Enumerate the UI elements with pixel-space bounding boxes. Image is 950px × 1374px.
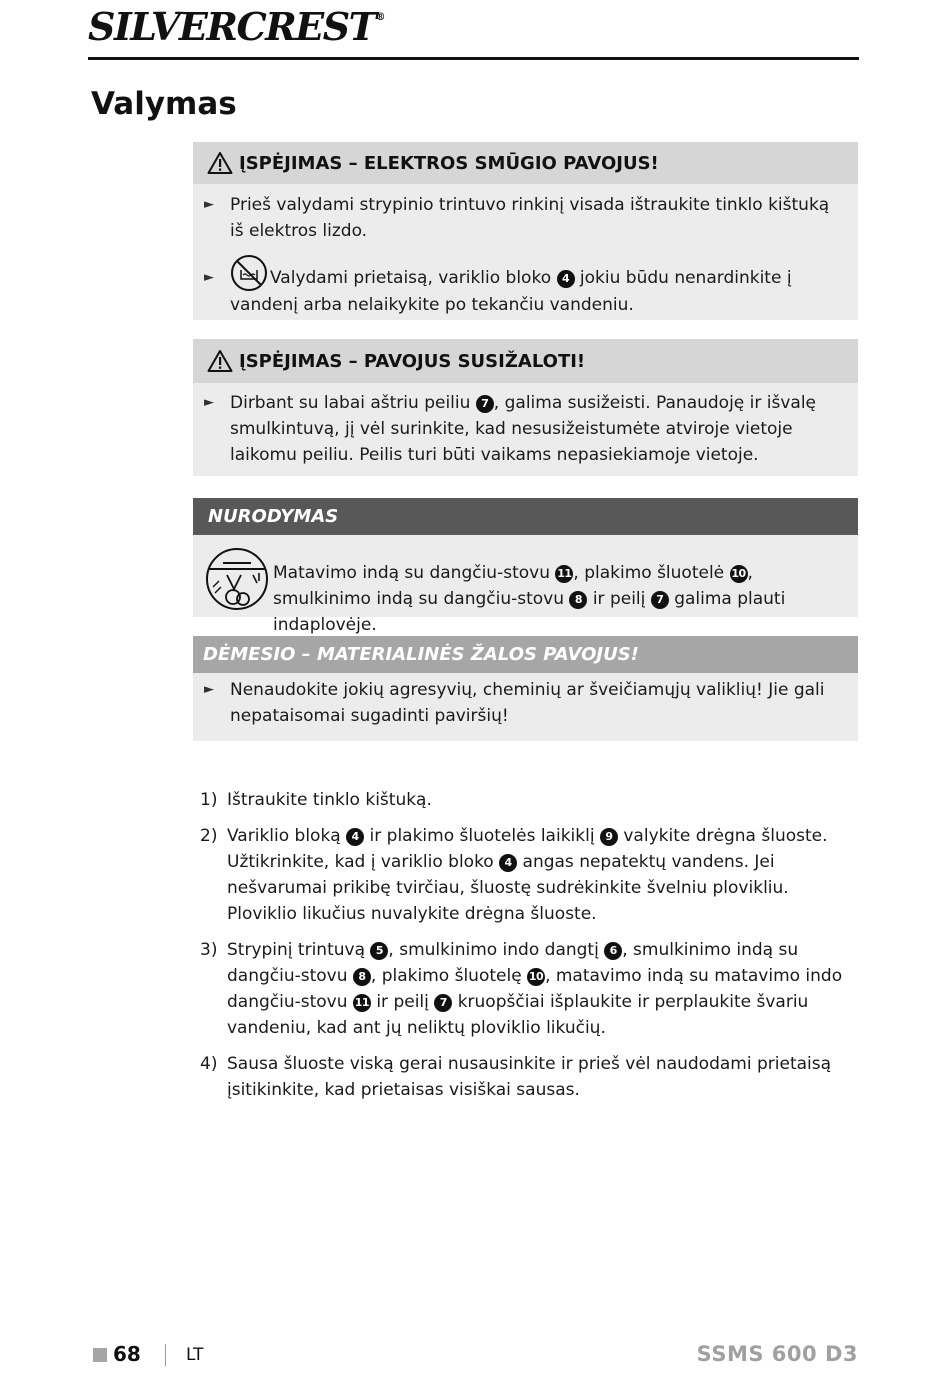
bullet-arrow-icon: ► bbox=[204, 197, 214, 212]
warning-electric-heading: ĮSPĖJIMAS – ELEKTROS SMŪGIO PAVOJUS! bbox=[193, 142, 858, 184]
list-item: ► Dirbant su labai aštriu peiliu 7 , galima susižeisti. Panaudoję ir išvalę smulkintuvą, jį vėl surinkite, kad nesusižeistumėte atviroje vietoje laikomu peiliu. Peilis turi būti vaikams nepasiekiamoje vietoje. bbox=[193, 390, 858, 468]
warning-electric-box bbox=[193, 142, 858, 320]
step-item: 4) Sausa šluoste viską gerai nusausinkite ir prieš vėl naudodami prietaisą įsitikinkite, kad prietaisas visiškai sausas. bbox=[200, 1054, 832, 1100]
warning-triangle-icon bbox=[207, 349, 233, 373]
language-code: LT bbox=[186, 1345, 204, 1365]
footer-divider bbox=[165, 1344, 166, 1366]
step-item: 1) Ištraukite tinklo kištuką. bbox=[200, 790, 432, 810]
list-item: ► Valydami prietaisą, variklio bloko 4 jokiu būdu nenardinkite į vandenį arba nelaikykite po tekančiu vandeniu. bbox=[193, 254, 858, 318]
ref-number-badge: 10 bbox=[730, 565, 748, 583]
dishwasher-safe-icon bbox=[205, 547, 269, 611]
list-item: ► Prieš valydami strypinio trintuvo rinkinį visada ištraukite tinklo kištuką iš elektros lizdo. bbox=[193, 192, 858, 244]
note-box bbox=[193, 498, 858, 635]
ref-number-badge: 11 bbox=[555, 565, 573, 583]
bullet-arrow-icon: ► bbox=[204, 682, 214, 697]
cleaning-steps bbox=[200, 787, 862, 1113]
ref-number-badge: 11 bbox=[353, 994, 371, 1012]
page-footer bbox=[0, 1340, 950, 1370]
page-marker-square bbox=[93, 1348, 107, 1362]
ref-number-badge: 7 bbox=[434, 994, 452, 1012]
note-body bbox=[193, 535, 858, 638]
ref-number-badge: 7 bbox=[476, 395, 494, 413]
note-heading: NURODYMAS bbox=[193, 498, 858, 535]
ref-number-badge: 10 bbox=[527, 968, 545, 986]
model-number: SSMS 600 D3 bbox=[696, 1342, 858, 1366]
header-rule bbox=[88, 57, 859, 60]
ref-number-badge: 4 bbox=[499, 854, 517, 872]
caution-heading: DĖMESIO – MATERIALINĖS ŽALOS PAVOJUS! bbox=[193, 636, 858, 673]
page-title: Valymas bbox=[91, 86, 237, 122]
ref-number-badge: 8 bbox=[353, 968, 371, 986]
warning-cut-heading: ĮSPĖJIMAS – PAVOJUS SUSIŽALOTI! bbox=[193, 339, 858, 383]
bullet-arrow-icon: ► bbox=[204, 270, 214, 285]
no-immersion-icon bbox=[230, 254, 268, 292]
caution-box bbox=[193, 636, 858, 741]
note-text: Matavimo indą su dangčiu-stovu 11 , plakimo šluotelė 10 , smulkinimo indą su dangčiu-stovu 8 ir peilį 7 galima plauti indaplovėje. bbox=[273, 563, 786, 635]
ref-number-badge: 7 bbox=[651, 591, 669, 609]
ref-number-badge: 9 bbox=[600, 828, 618, 846]
step-item: 3) Strypinį trintuvą 5 , smulkinimo indo dangtį 6 , smulkinimo indą su dangčiu-stovu 8 , plakimo šluotelę 10 , matavimo indą su matavimo indo dangčiu-stovu 11 ir peilį 7 kruopščiai išplaukite ir perplaukite švariu vandeniu, kad ant jų neliktų ploviklio likučių. bbox=[200, 940, 843, 1038]
bullet-arrow-icon: ► bbox=[204, 395, 214, 410]
page-number: 68 bbox=[113, 1342, 141, 1366]
ref-number-badge: 8 bbox=[569, 591, 587, 609]
list-item: ► Nenaudokite jokių agresyvių, cheminių ar šveičiamųjų valiklių! Jie gali nepataisomai sugadinti paviršių! bbox=[193, 677, 858, 729]
ref-number-badge: 6 bbox=[604, 942, 622, 960]
warning-cut-box bbox=[193, 339, 858, 476]
warning-triangle-icon bbox=[207, 151, 233, 175]
ref-number-badge: 4 bbox=[557, 270, 575, 288]
ref-number-badge: 4 bbox=[346, 828, 364, 846]
step-item: 2) Variklio bloką 4 ir plakimo šluotelės laikiklį 9 valykite drėgna šluoste. Užtikrinkite, kad į variklio bloko 4 angas nepatektų vandens. Jei nešvarumai prikibę tvirčiau, šluostę sudrėkinkite švelniu plovikliu. Ploviklio likučius nuvalykite drėgna šluoste. bbox=[200, 826, 828, 924]
ref-number-badge: 5 bbox=[370, 942, 388, 960]
brand-logo: SILVERCREST® bbox=[88, 4, 384, 49]
